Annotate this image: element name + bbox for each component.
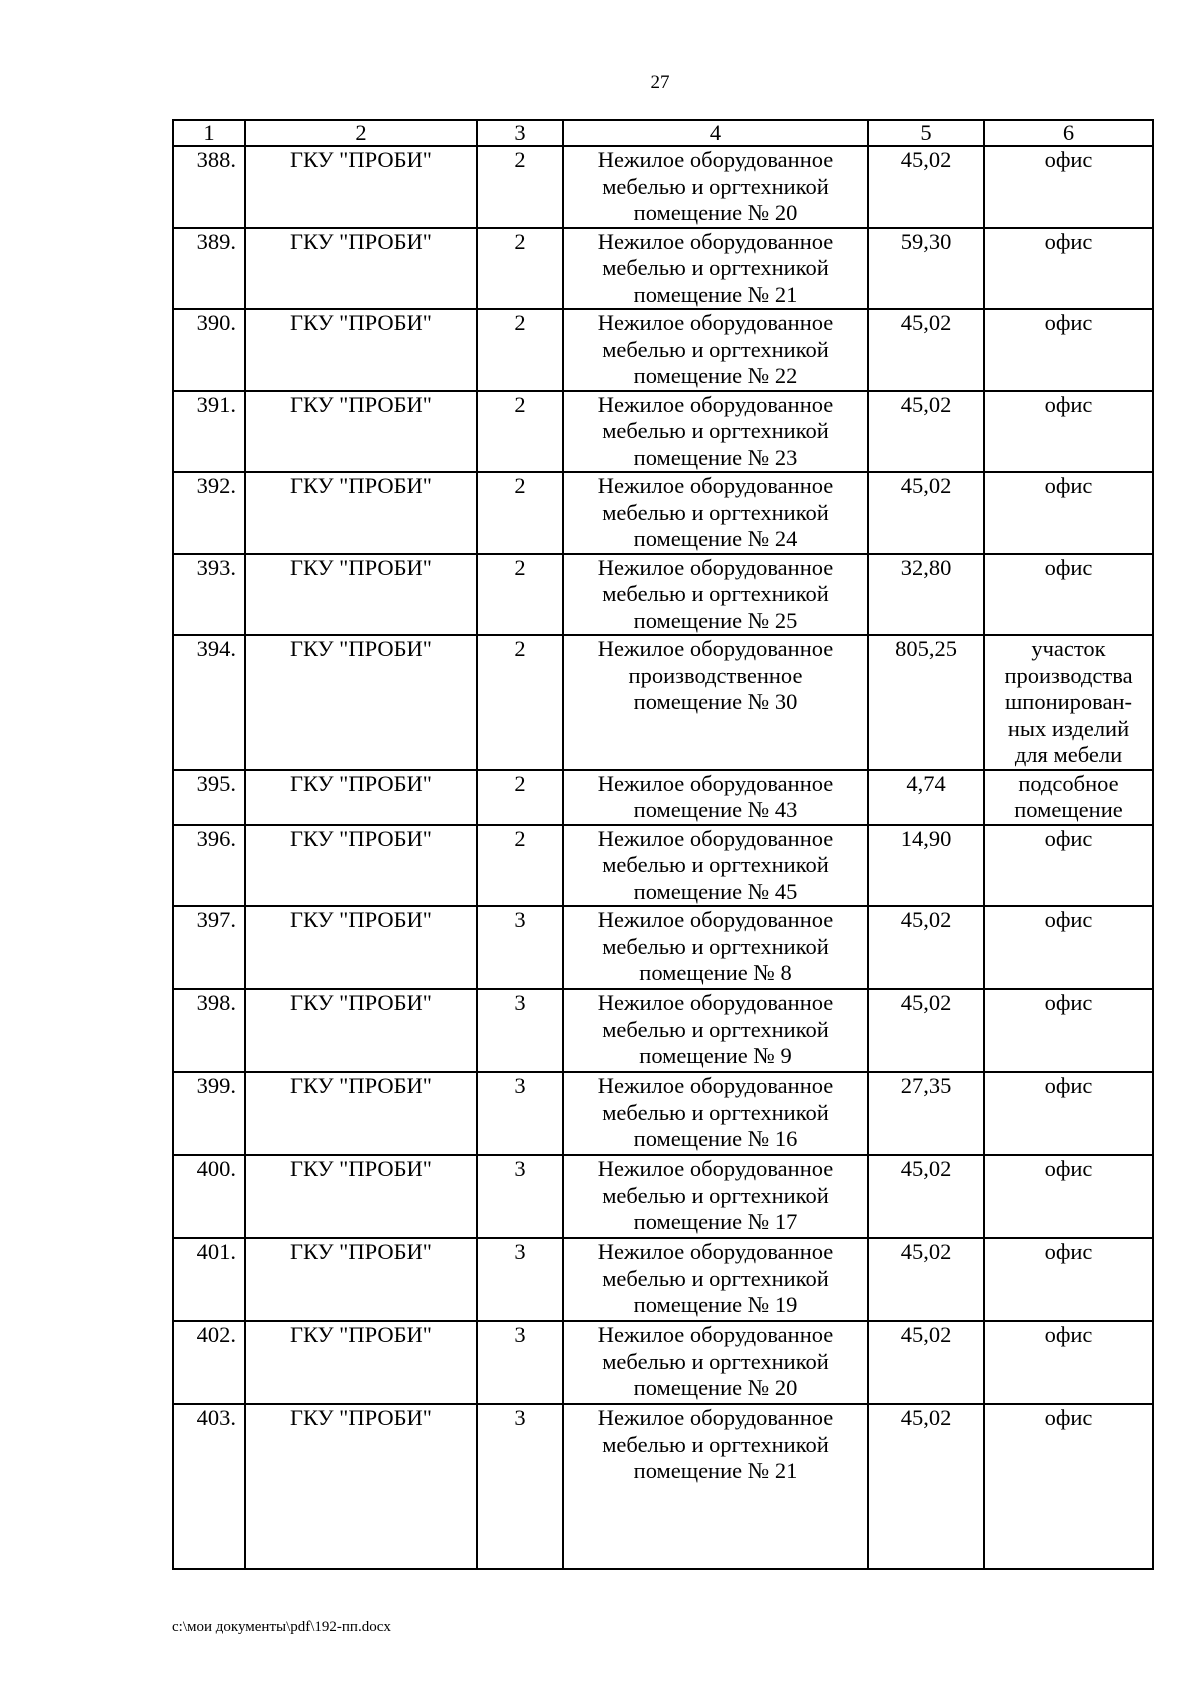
cell-purpose: подсобное помещение (984, 770, 1153, 825)
cell-area: 805,25 (868, 635, 984, 770)
cell-organization: ГКУ "ПРОБИ" (245, 554, 477, 636)
header-col-2: 2 (245, 120, 477, 146)
cell-organization: ГКУ "ПРОБИ" (245, 906, 477, 989)
cell-number: 394. (173, 635, 245, 770)
cell-area: 14,90 (868, 825, 984, 907)
table-row (173, 309, 1153, 391)
cell-number: 396. (173, 825, 245, 907)
cell-number: 397. (173, 906, 245, 989)
cell-floor: 3 (477, 1155, 563, 1238)
cell-description: Нежилое оборудованное мебелью и оргтехникой помещение № 24 (563, 472, 868, 554)
cell-organization: ГКУ "ПРОБИ" (245, 1072, 477, 1155)
cell-floor: 3 (477, 1404, 563, 1569)
cell-number: 400. (173, 1155, 245, 1238)
cell-floor: 2 (477, 472, 563, 554)
cell-purpose: офис (984, 554, 1153, 636)
cell-organization: ГКУ "ПРОБИ" (245, 391, 477, 473)
header-col-4: 4 (563, 120, 868, 146)
cell-organization: ГКУ "ПРОБИ" (245, 1321, 477, 1404)
cell-floor: 2 (477, 825, 563, 907)
cell-area: 45,02 (868, 391, 984, 473)
cell-number: 402. (173, 1321, 245, 1404)
file-path-footer: c:\мои документы\pdf\192-пп.docx (172, 1619, 391, 1635)
cell-area: 59,30 (868, 228, 984, 310)
cell-area: 45,02 (868, 146, 984, 228)
cell-organization: ГКУ "ПРОБИ" (245, 770, 477, 825)
cell-purpose: офис (984, 391, 1153, 473)
cell-number: 390. (173, 309, 245, 391)
cell-number: 398. (173, 989, 245, 1072)
cell-number: 401. (173, 1238, 245, 1321)
cell-purpose: офис (984, 1404, 1153, 1569)
cell-area: 45,02 (868, 309, 984, 391)
cell-description: Нежилое оборудованное мебелью и оргтехникой помещение № 20 (563, 1321, 868, 1404)
cell-purpose: офис (984, 228, 1153, 310)
cell-floor: 2 (477, 228, 563, 310)
cell-organization: ГКУ "ПРОБИ" (245, 989, 477, 1072)
table-row (173, 1238, 1153, 1321)
cell-purpose: офис (984, 1155, 1153, 1238)
cell-organization: ГКУ "ПРОБИ" (245, 146, 477, 228)
table-row (173, 472, 1153, 554)
header-col-1: 1 (173, 120, 245, 146)
table-row (173, 825, 1153, 907)
cell-purpose: офис (984, 146, 1153, 228)
cell-number: 393. (173, 554, 245, 636)
table-row (173, 635, 1153, 770)
cell-purpose: офис (984, 309, 1153, 391)
table-row (173, 1321, 1153, 1404)
cell-purpose: офис (984, 825, 1153, 907)
cell-floor: 2 (477, 770, 563, 825)
table-row (173, 228, 1153, 310)
cell-area: 45,02 (868, 1238, 984, 1321)
cell-description: Нежилое оборудованное мебелью и оргтехникой помещение № 21 (563, 228, 868, 310)
table-row (173, 770, 1153, 825)
cell-purpose: офис (984, 472, 1153, 554)
cell-area: 45,02 (868, 472, 984, 554)
table-row (173, 1072, 1153, 1155)
cell-description: Нежилое оборудованное мебелью и оргтехникой помещение № 45 (563, 825, 868, 907)
cell-organization: ГКУ "ПРОБИ" (245, 228, 477, 310)
table-row (173, 146, 1153, 228)
cell-organization: ГКУ "ПРОБИ" (245, 825, 477, 907)
cell-organization: ГКУ "ПРОБИ" (245, 1238, 477, 1321)
cell-area: 45,02 (868, 1155, 984, 1238)
cell-number: 389. (173, 228, 245, 310)
cell-purpose: офис (984, 1238, 1153, 1321)
cell-organization: ГКУ "ПРОБИ" (245, 309, 477, 391)
header-col-3: 3 (477, 120, 563, 146)
cell-number: 392. (173, 472, 245, 554)
cell-floor: 3 (477, 989, 563, 1072)
cell-number: 391. (173, 391, 245, 473)
cell-description: Нежилое оборудованное производственное помещение № 30 (563, 635, 868, 770)
cell-area: 45,02 (868, 989, 984, 1072)
cell-organization: ГКУ "ПРОБИ" (245, 472, 477, 554)
cell-floor: 3 (477, 1072, 563, 1155)
cell-description: Нежилое оборудованное мебелью и оргтехникой помещение № 16 (563, 1072, 868, 1155)
cell-area: 45,02 (868, 1321, 984, 1404)
cell-area: 45,02 (868, 1404, 984, 1569)
cell-description: Нежилое оборудованное мебелью и оргтехникой помещение № 20 (563, 146, 868, 228)
cell-description: Нежилое оборудованное мебелью и оргтехникой помещение № 23 (563, 391, 868, 473)
cell-purpose: офис (984, 906, 1153, 989)
cell-description: Нежилое оборудованное мебелью и оргтехникой помещение № 22 (563, 309, 868, 391)
cell-floor: 2 (477, 391, 563, 473)
cell-area: 4,74 (868, 770, 984, 825)
page-number: 27 (650, 72, 670, 93)
table-row (173, 989, 1153, 1072)
cell-organization: ГКУ "ПРОБИ" (245, 1155, 477, 1238)
cell-purpose: офис (984, 1072, 1153, 1155)
header-col-5: 5 (868, 120, 984, 146)
table-row (173, 1404, 1153, 1569)
cell-floor: 2 (477, 146, 563, 228)
property-table (172, 119, 1154, 1570)
cell-description: Нежилое оборудованное мебелью и оргтехникой помещение № 25 (563, 554, 868, 636)
cell-description: Нежилое оборудованное мебелью и оргтехникой помещение № 8 (563, 906, 868, 989)
cell-number: 388. (173, 146, 245, 228)
cell-purpose: участок производства шпонирован- ных изделий для мебели (984, 635, 1153, 770)
cell-organization: ГКУ "ПРОБИ" (245, 635, 477, 770)
cell-number: 395. (173, 770, 245, 825)
cell-area: 32,80 (868, 554, 984, 636)
cell-description: Нежилое оборудованное помещение № 43 (563, 770, 868, 825)
table-row (173, 906, 1153, 989)
cell-description: Нежилое оборудованное мебелью и оргтехникой помещение № 21 (563, 1404, 868, 1569)
cell-purpose: офис (984, 1321, 1153, 1404)
cell-floor: 2 (477, 554, 563, 636)
cell-floor: 3 (477, 906, 563, 989)
cell-floor: 2 (477, 635, 563, 770)
cell-floor: 3 (477, 1321, 563, 1404)
cell-description: Нежилое оборудованное мебелью и оргтехникой помещение № 9 (563, 989, 868, 1072)
header-col-6: 6 (984, 120, 1153, 146)
cell-area: 27,35 (868, 1072, 984, 1155)
cell-purpose: офис (984, 989, 1153, 1072)
table-row (173, 554, 1153, 636)
header-row (173, 120, 1153, 146)
cell-area: 45,02 (868, 906, 984, 989)
cell-number: 399. (173, 1072, 245, 1155)
cell-floor: 2 (477, 309, 563, 391)
cell-description: Нежилое оборудованное мебелью и оргтехникой помещение № 17 (563, 1155, 868, 1238)
cell-number: 403. (173, 1404, 245, 1569)
cell-floor: 3 (477, 1238, 563, 1321)
cell-description: Нежилое оборудованное мебелью и оргтехникой помещение № 19 (563, 1238, 868, 1321)
table-row (173, 391, 1153, 473)
table-row (173, 1155, 1153, 1238)
cell-organization: ГКУ "ПРОБИ" (245, 1404, 477, 1569)
